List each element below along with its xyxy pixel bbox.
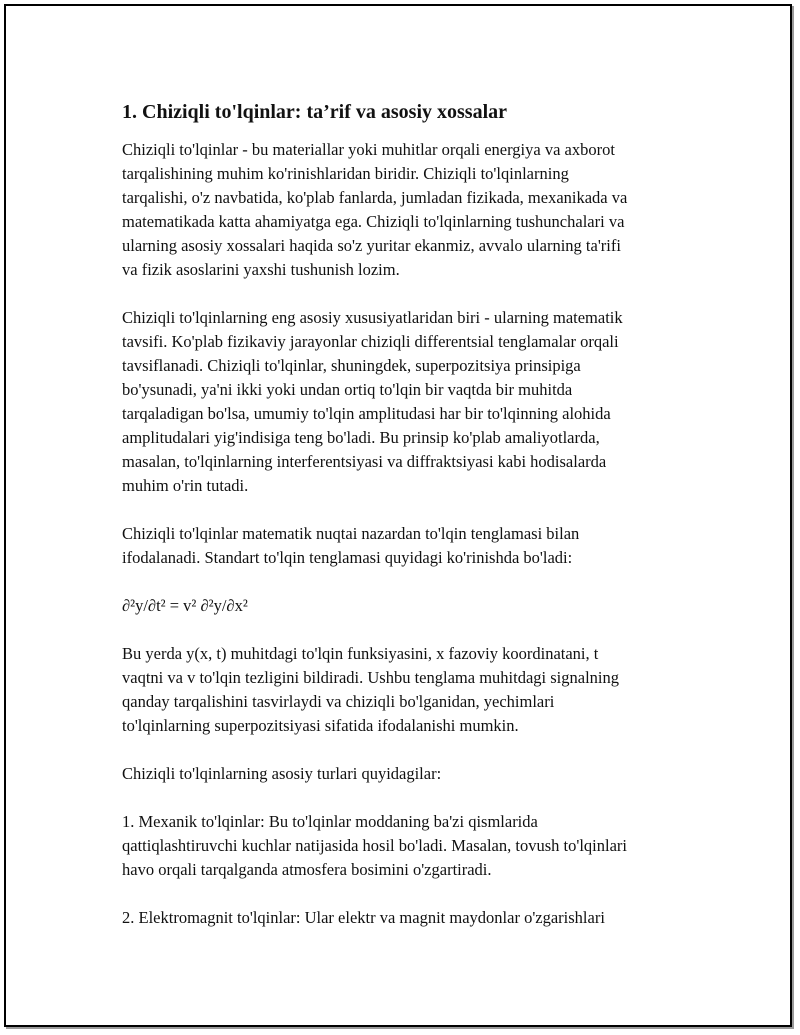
text-line: muhim o'rin tutadi. bbox=[122, 476, 249, 495]
text-line: 1. Mexanik to'lqinlar: Bu to'lqinlar moddaning ba'zi qismlarida bbox=[122, 812, 538, 831]
text-line: Chiziqli to'lqinlar matematik nuqtai nazardan to'lqin tenglamasi bilan bbox=[122, 524, 580, 543]
text-line: to'lqinlarning superpozitsiyasi sifatida ifodalanishi mumkin. bbox=[122, 716, 519, 735]
intro-paragraph bbox=[122, 138, 702, 282]
wave-equation bbox=[122, 594, 702, 618]
equation-line: ∂²y/∂t² = v² ∂²y/∂x² bbox=[122, 596, 248, 615]
text-line: havo orqali tarqalganda atmosfera bosimini o'zgartiradi. bbox=[122, 860, 492, 879]
document-content bbox=[122, 98, 702, 954]
wave-equation-intro-paragraph bbox=[122, 522, 702, 570]
text-line: qattiqlashtiruvchi kuchlar natijasida hosil bo'ladi. Masalan, tovush to'lqinlari bbox=[122, 836, 627, 855]
text-line: ularning asosiy xossalari haqida so'z yuritar ekanmiz, avvalo ularning ta'rifi bbox=[122, 236, 621, 255]
list-item-electromagnetic-waves bbox=[122, 906, 702, 930]
text-line: masalan, to'lqinlarning interferentsiyasi va diffraktsiyasi kabi hodisalarda bbox=[122, 452, 607, 471]
text-line: matematikada katta ahamiyatga ega. Chiziqli to'lqinlarning tushunchalari va bbox=[122, 212, 625, 231]
text-line: va fizik asoslarini yaxshi tushunish lozim. bbox=[122, 260, 400, 279]
text-line: Chiziqli to'lqinlarning eng asosiy xususiyatlaridan biri - ularning matematik bbox=[122, 308, 623, 327]
text-line: tavsifi. Ko'plab fizikaviy jarayonlar chiziqli differentsial tenglamalar orqali bbox=[122, 332, 619, 351]
text-line: tarqalishi, o'z navbatida, ko'plab fanlarda, jumladan fizikada, mexanikada va bbox=[122, 188, 628, 207]
text-line: 2. Elektromagnit to'lqinlar: Ular elektr va magnit maydonlar o'zgarishlari bbox=[122, 908, 605, 927]
text-line: Bu yerda y(x, t) muhitdagi to'lqin funksiyasini, x fazoviy koordinatani, t bbox=[122, 644, 599, 663]
equation-explanation-paragraph bbox=[122, 642, 702, 738]
text-line: Chiziqli to'lqinlarning asosiy turlari quyidagilar: bbox=[122, 764, 442, 783]
text-line: amplitudalari yig'indisiga teng bo'ladi. Bu prinsip ko'plab amaliyotlarda, bbox=[122, 428, 600, 447]
text-line: vaqtni va v to'lqin tezligini bildiradi. Ushbu tenglama muhitdagi signalning bbox=[122, 668, 619, 687]
text-line: ifodalanadi. Standart to'lqin tenglamasi quyidagi ko'rinishda bo'ladi: bbox=[122, 548, 573, 567]
list-item-mechanical-waves bbox=[122, 810, 702, 882]
text-line: tarqalishining muhim ko'rinishlaridan biridir. Chiziqli to'lqinlarning bbox=[122, 164, 569, 183]
superposition-paragraph bbox=[122, 306, 702, 498]
text-line: tarqaladigan bo'lsa, umumiy to'lqin amplitudasi har bir to'lqinning alohida bbox=[122, 404, 611, 423]
wave-types-intro bbox=[122, 762, 702, 786]
document-page bbox=[4, 4, 792, 1027]
text-line: bo'ysunadi, ya'ni ikki yoki undan ortiq to'lqin bir vaqtda bir muhitda bbox=[122, 380, 573, 399]
section-heading: 1. Chiziqli to'lqinlar: ta’rif va asosiy xossalar bbox=[122, 101, 507, 123]
text-line: tavsiflanadi. Chiziqli to'lqinlar, shuningdek, superpozitsiya prinsipiga bbox=[122, 356, 581, 375]
text-line: qanday tarqalishini tasvirlaydi va chiziqli bo'lganidan, yechimlari bbox=[122, 692, 555, 711]
text-line: Chiziqli to'lqinlar - bu materiallar yoki muhitlar orqali energiya va axborot bbox=[122, 140, 615, 159]
